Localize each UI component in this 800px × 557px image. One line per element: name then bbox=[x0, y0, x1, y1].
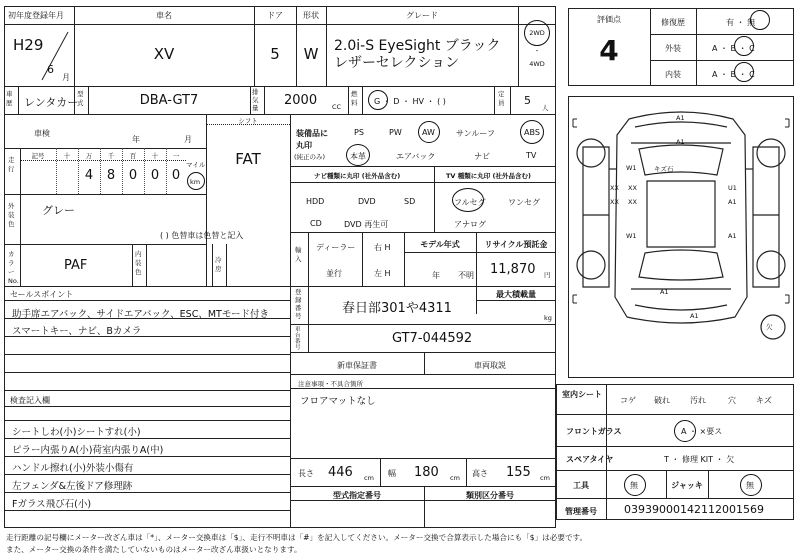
spare-label: スペアタイヤ bbox=[566, 455, 614, 464]
displacement-label: 排気量 bbox=[252, 88, 259, 112]
equip-navi: ナビ bbox=[474, 152, 490, 161]
mileage-header-hundredthousand: 十 bbox=[63, 152, 71, 160]
class-no-label: 類別区分番号 bbox=[466, 491, 514, 500]
mark-xx-left-4: XX bbox=[628, 198, 637, 206]
usage-label: 車歴 bbox=[6, 90, 13, 107]
mileage-digit-ten: 0 bbox=[150, 168, 160, 183]
mgmt-value: 03939000142112001569 bbox=[624, 503, 764, 516]
repair-label: 修復歴 bbox=[661, 18, 685, 27]
seat-option-scratch: キズ bbox=[756, 396, 772, 405]
model-year-value: 不明 bbox=[458, 271, 474, 280]
drive-2wd: 2WD bbox=[529, 29, 545, 37]
import-label: 輸入 bbox=[295, 246, 302, 263]
repair-options: 有 ・ 無 bbox=[726, 18, 756, 27]
capacity-value: 5 bbox=[524, 94, 531, 107]
registration-value: 春日部301や4311 bbox=[342, 301, 452, 316]
interior-b-circle bbox=[734, 62, 754, 82]
color-label: 外装色 bbox=[8, 202, 15, 228]
equip-ps: PS bbox=[354, 128, 364, 137]
equip-aw: AW bbox=[422, 128, 435, 137]
mileage-header-tenthousand: 万 bbox=[85, 152, 93, 160]
height-unit: cm bbox=[540, 474, 550, 482]
inspector-line-4: 左フェンダ&左後ドア修理跡 bbox=[12, 481, 133, 492]
mark-a1-rear-2: A1 bbox=[690, 312, 699, 320]
capacity-label: 定員 bbox=[498, 90, 505, 107]
seat-option-hole: 穴 bbox=[728, 396, 736, 405]
inspector-line-1: シートしわ(小)シートすれ(小) bbox=[12, 427, 141, 438]
navi-cd: CD bbox=[310, 219, 322, 228]
mileage-header-thousand: 千 bbox=[107, 152, 115, 160]
drive-4wd: 4WD bbox=[529, 60, 545, 68]
navi-header-text: ナビ種類に丸印 bbox=[314, 172, 360, 180]
color-no-value: PAF bbox=[64, 258, 88, 273]
mileage-digit-tenthousand: 4 bbox=[84, 168, 94, 183]
mileage-unit-mile: マイル bbox=[186, 161, 206, 169]
model-label: 型式 bbox=[77, 90, 84, 107]
chassis-label: 車台番号 bbox=[295, 327, 301, 351]
width-label: 幅 bbox=[388, 469, 396, 478]
footer-line-2: また、メーター交換の条件を満たしていないものはメーター改ざん車扱いとなります。 bbox=[6, 545, 302, 554]
tv-analog: アナログ bbox=[454, 220, 486, 229]
tv-oneseg: ワンセグ bbox=[508, 198, 540, 207]
inspector-line-2: ピラー内張りA(小)荷室内張りA(中) bbox=[12, 445, 164, 456]
inspector-label: 検査記入欄 bbox=[10, 396, 50, 405]
recycle-unit: 円 bbox=[544, 271, 551, 279]
mileage-digit-thousand: 8 bbox=[106, 168, 116, 183]
shaken-label: 車検 bbox=[34, 129, 50, 138]
jack-value: 無 bbox=[746, 481, 754, 490]
interior-label: 内装 bbox=[665, 70, 681, 79]
inspector-line-5: Fガラス飛び石(小) bbox=[12, 499, 92, 510]
mark-ketsu: 欠 bbox=[766, 323, 773, 331]
equip-airbag: エアバック bbox=[396, 152, 436, 161]
manual-label: 車両取説 bbox=[474, 361, 506, 370]
height-value: 155 bbox=[506, 465, 531, 480]
fridge-label: 冷房 bbox=[215, 256, 222, 273]
exterior-options: A ・ B ・ C bbox=[712, 44, 755, 53]
mgmt-label: 管理番号 bbox=[565, 507, 597, 516]
height-label: 高さ bbox=[472, 469, 488, 478]
shape-value: W bbox=[303, 45, 319, 63]
mileage-label: 走行 bbox=[8, 156, 15, 173]
max-load-label: 最大積載量 bbox=[496, 290, 536, 299]
model-year-unit: 年 bbox=[432, 271, 440, 280]
equip-pw: PW bbox=[389, 128, 402, 137]
type-no-label: 型式指定番号 bbox=[333, 491, 381, 500]
first-registration-label: 初年度登録年月 bbox=[8, 11, 64, 20]
inspector-line-3: ハンドル擦れ(小)外装小傷有 bbox=[12, 463, 134, 474]
mark-a1-right-door: A1 bbox=[728, 198, 737, 206]
capacity-unit: 人 bbox=[542, 104, 549, 112]
shaken-month-unit: 月 bbox=[184, 135, 192, 144]
month-suffix: 月 bbox=[62, 73, 70, 82]
width-value: 180 bbox=[414, 465, 439, 480]
mark-a1-right-rear: A1 bbox=[728, 232, 737, 240]
mileage-digit-hundred: 0 bbox=[128, 168, 138, 183]
grade-value: 2.0i-S EyeSight ブラックレザーセレクション bbox=[334, 38, 501, 71]
import-dealer: ディーラー bbox=[316, 243, 356, 252]
color-value: グレー bbox=[42, 204, 75, 217]
model-value: DBA-GT7 bbox=[139, 93, 199, 108]
color-note: ( ) 色替車は色替と記入 bbox=[160, 231, 244, 240]
import-parallel: 並行 bbox=[326, 269, 342, 278]
rating-value: 4 bbox=[599, 34, 619, 67]
rating-label: 評価点 bbox=[597, 15, 621, 24]
recycle-value: 11,870 bbox=[490, 262, 536, 277]
drive-dot: ・ bbox=[533, 47, 541, 55]
first-registration-month: 6 bbox=[47, 63, 54, 76]
seat-option-tear: 破れ bbox=[654, 396, 670, 405]
seat-label: 室内シート bbox=[562, 390, 602, 399]
color-no-label: カラーNo. bbox=[8, 250, 19, 285]
length-label: 長さ bbox=[298, 469, 314, 478]
navi-dvd-play: DVD 再生可 bbox=[344, 220, 389, 229]
shape-label: 形状 bbox=[303, 11, 319, 20]
notes-value: フロアマットなし bbox=[300, 396, 376, 407]
usage-value: レンタカー bbox=[24, 96, 79, 109]
mileage-header-hundred: 百 bbox=[129, 152, 137, 160]
jack-label: ジャッキ bbox=[671, 481, 703, 490]
width-unit: cm bbox=[450, 474, 460, 482]
tv-header bbox=[446, 171, 531, 180]
equip-tv: TV bbox=[526, 151, 537, 160]
length-value: 446 bbox=[328, 465, 353, 480]
tv-sub-text: (社外品含む) bbox=[492, 172, 531, 180]
interior-color-label: 内装色 bbox=[135, 250, 142, 276]
displacement-value: 2000 bbox=[284, 93, 318, 108]
max-load-unit: kg bbox=[544, 314, 552, 322]
mileage-digit-one: 0 bbox=[171, 168, 181, 183]
import-left-h: 左 H bbox=[374, 269, 391, 278]
shaken-year-unit: 年 bbox=[132, 135, 140, 144]
notes-label: 注意事項・不具合箇所 bbox=[298, 380, 363, 388]
repair-none-circle bbox=[750, 10, 770, 30]
navi-dvd: DVD bbox=[358, 197, 376, 206]
equip-sunroof: サンルーフ bbox=[456, 129, 495, 138]
door-label: ドア bbox=[267, 11, 283, 20]
exterior-label: 外装 bbox=[665, 44, 681, 53]
mark-w1-windshield: W1 bbox=[626, 164, 637, 172]
model-year-label: モデル年式 bbox=[420, 240, 460, 249]
glass-label: フロントガラス bbox=[566, 427, 622, 436]
mark-xx-left-1: XX bbox=[610, 184, 619, 192]
sales-point-line-1: 助手席エアバック、サイドエアバック、ESC、MTモード付き bbox=[12, 309, 269, 320]
tools-value: 無 bbox=[630, 481, 638, 490]
car-name-label: 車名 bbox=[156, 11, 172, 20]
navi-sd: SD bbox=[404, 197, 416, 206]
fuel-options: G ・ D ・ HV ・ ( ) bbox=[374, 97, 446, 106]
glass-options: A ・ ×要ス bbox=[681, 427, 723, 436]
chassis-value: GT7-044592 bbox=[392, 331, 473, 346]
import-right-h: 右 H bbox=[374, 243, 391, 252]
mark-xx-left-3: XX bbox=[610, 198, 619, 206]
mileage-header-one: 一 bbox=[172, 152, 180, 160]
mark-w1-rear: W1 bbox=[626, 232, 637, 240]
length-unit: cm bbox=[364, 474, 374, 482]
warranty-label: 新車保証書 bbox=[337, 361, 377, 370]
displacement-unit: CC bbox=[332, 103, 342, 111]
mark-u1-right: U1 bbox=[728, 184, 737, 192]
fuel-label: 燃料 bbox=[351, 90, 358, 107]
shift-value: FAT bbox=[235, 150, 261, 168]
sales-points-label: セールスポイント bbox=[10, 290, 74, 299]
mark-chip-windshield: キズ石 bbox=[654, 165, 674, 173]
navi-sub-text: (社外品含む) bbox=[361, 172, 401, 180]
mark-a1-rear-1: A1 bbox=[660, 288, 669, 296]
navi-hdd: HDD bbox=[306, 197, 325, 206]
door-value: 5 bbox=[270, 45, 280, 63]
mileage-header-sign: 記号 bbox=[31, 152, 45, 160]
exterior-b-circle bbox=[734, 36, 754, 56]
tools-label: 工具 bbox=[573, 481, 589, 490]
car-name-value: XV bbox=[153, 45, 175, 63]
grade-label: グレード bbox=[406, 11, 438, 20]
mark-xx-left-2: XX bbox=[628, 184, 637, 192]
mark-a1-hood: A1 bbox=[676, 138, 685, 146]
seat-option-scorch: コゲ bbox=[620, 396, 636, 405]
navi-header bbox=[314, 171, 400, 180]
seat-option-stain: 汚れ bbox=[690, 396, 706, 405]
equip-leather: 本革 bbox=[350, 152, 366, 161]
first-registration-year: H29 bbox=[13, 36, 44, 54]
equipment-label: 装備品に丸印 bbox=[296, 129, 328, 150]
shift-label: シフト bbox=[238, 117, 258, 125]
sales-point-line-2: スマートキー、ナビ、Bカメラ bbox=[12, 326, 142, 337]
spare-options: T ・ 修理 KIT ・ 欠 bbox=[664, 455, 735, 464]
recycle-label: リサイクル預託金 bbox=[484, 240, 548, 249]
mark-a1-front: A1 bbox=[676, 114, 685, 122]
mileage-unit-km: km bbox=[190, 178, 201, 186]
mileage-header-ten: 十 bbox=[151, 152, 159, 160]
interior-options: A ・ B ・ C bbox=[712, 70, 755, 79]
footer-line-1: 走行距離の記号欄にメーター改ざん車は「*」、メーター交換車は「$」、走行不明車は「#」を記入してください。メーター交換で合算表示した場合にも「$」は必要です。 bbox=[6, 533, 588, 542]
equip-abs: ABS bbox=[524, 128, 540, 137]
tv-header-text: TV 種類に丸印 bbox=[446, 172, 491, 180]
tv-fullseg: フルセグ bbox=[454, 198, 486, 207]
registration-label: 登録番号 bbox=[295, 288, 302, 320]
equipment-sub: (純正のみ) bbox=[294, 153, 326, 161]
